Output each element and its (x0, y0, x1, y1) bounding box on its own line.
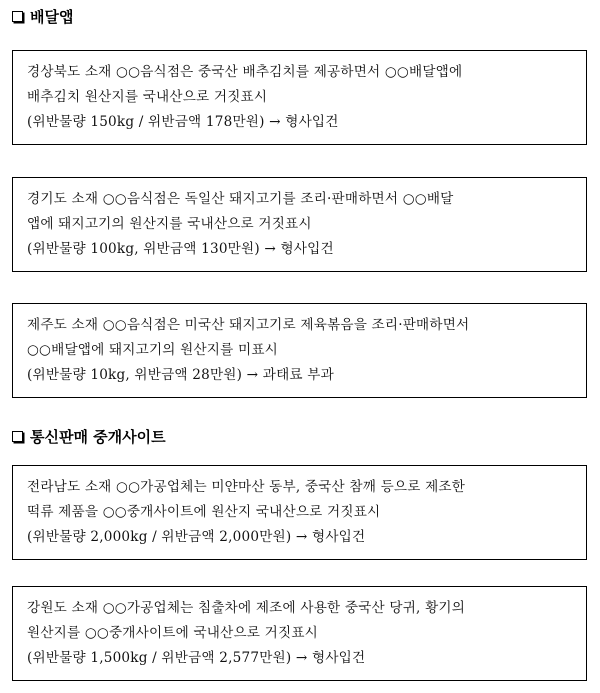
case-box (12, 50, 587, 145)
case-line: 앱에 돼지고기의 원산지를 국내산으로 거짓표시 (27, 216, 312, 232)
case-line: (위반물량 1,500kg / 위반금액 2,577만원) → 형사입건 (27, 650, 366, 666)
section-title-label: 배달앱 (30, 8, 74, 26)
case-line: 떡류 제품을 ○○중개사이트에 원산지 국내산으로 거짓표시 (27, 504, 381, 520)
case-line: (위반물량 100kg, 위반금액 130만원) → 형사입건 (27, 241, 334, 257)
case-line: 전라남도 소재 ○○가공업체는 미얀마산 동부, 중국산 참깨 등으로 제조한 (27, 479, 466, 495)
case-line: 강원도 소재 ○○가공업체는 침출차에 제조에 사용한 중국산 당귀, 황기의 (27, 600, 466, 616)
case-line: (위반물량 10kg, 위반금액 28만원) → 과태료 부과 (27, 367, 334, 383)
case-line: 제주도 소재 ○○음식점은 미국산 돼지고기로 제육볶음을 조리·판매하면서 (27, 317, 470, 333)
section-title-marketplace (12, 426, 166, 447)
case-box (12, 303, 587, 398)
case-box (12, 586, 587, 681)
case-line: (위반물량 2,000kg / 위반금액 2,000만원) → 형사입건 (27, 529, 366, 545)
checkbox-square-icon (12, 431, 23, 442)
case-line: ○○배달앱에 돼지고기의 원산지를 미표시 (27, 342, 278, 358)
case-line: 경기도 소재 ○○음식점은 독일산 돼지고기를 조리·판매하면서 ○○배달 (27, 191, 454, 207)
checkbox-square-icon (12, 11, 23, 22)
case-box (12, 465, 587, 560)
section-title-delivery-app (12, 6, 73, 27)
case-line: 원산지를 ○○중개사이트에 국내산으로 거짓표시 (27, 625, 318, 641)
case-line: 경상북도 소재 ○○음식점은 중국산 배추김치를 제공하면서 ○○배달앱에 (27, 64, 463, 80)
case-line: (위반물량 150kg / 위반금액 178만원) → 형사입건 (27, 114, 339, 130)
case-line: 배추김치 원산지를 국내산으로 거짓표시 (27, 89, 268, 105)
section-title-label: 통신판매 중개사이트 (30, 428, 166, 446)
case-box (12, 177, 587, 272)
